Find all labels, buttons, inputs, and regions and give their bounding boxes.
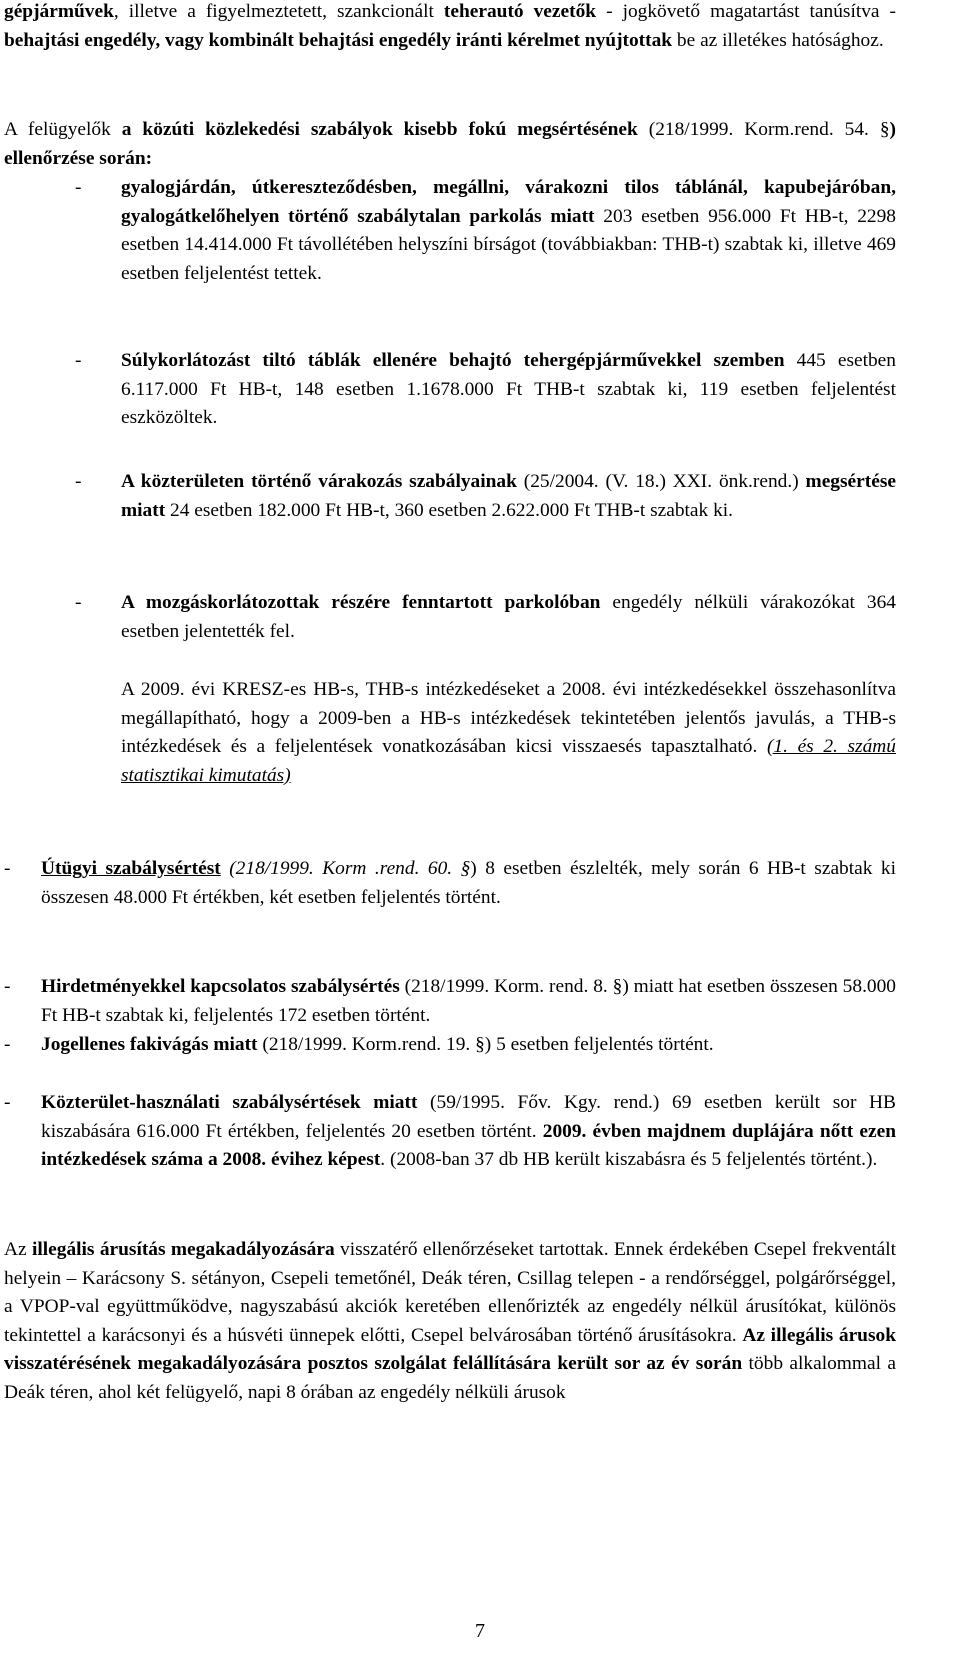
text-bold: a közúti közlekedési szabályok kisebb fokú megsértésének (121, 119, 638, 140)
text: (218/1999. Korm.rend. 54. § (637, 119, 890, 140)
text-bold: 2009. évben majdnem duplájára nőtt ezen intézkedések száma a 2008. évihez képest (41, 1120, 896, 1170)
text-bold: megsértése miatt (121, 471, 896, 521)
text: több alkalommal a Deák téren, ahol két felügyelő, napi 8 órában az engedély nélküli árusok (4, 1353, 896, 1403)
bullet-dash: - (75, 471, 82, 492)
paragraph-inspectors (4, 116, 896, 173)
bullet-item-illegal-tree-felling (41, 1031, 896, 1060)
text: (218/1999. Korm.rend. 19. §) 5 esetben feljelentés történt. (257, 1034, 714, 1055)
text: 445 esetben 6.117.000 Ft HB-t, 148 esetben 1.1678.000 Ft THB-t szabtak ki, 119 esetben feljelentést eszközöltek. (121, 350, 896, 428)
text-bold: Hirdetményekkel kapcsolatos szabálysértés (41, 976, 400, 997)
text: visszatérő ellenőrzéseket tartottak. Ennek érdekében Csepel frekventált helyein – Karácsony S. sétányon, Csepeli temetőnél, Deák téren, Csillag telepen - a rendőrséggel, polgárőrséggel, a VPOP-val együttműködve, nagyszabású akciók keretében ellenőrizték az engedély nélkül árusítókat, különös tekintettel a karácsonyi és a húsvéti ünnepek előtti, Csepel belvárosában történő árusításokra. (4, 1239, 897, 1346)
paragraph-illegal-vending (4, 1236, 896, 1407)
text-bold: Közterület-használati szabálysértések miatt (41, 1092, 418, 1113)
text (221, 858, 229, 879)
text: . (2008-ban 37 db HB került kiszabásra és 5 feljelentés történt.). (380, 1149, 878, 1170)
text-bold-underlined: Útügyi szabálysértést (41, 858, 221, 879)
bullet-dash: - (75, 592, 82, 613)
text-bold: gyalogjárdán, útkereszteződésben, megállni, várakozni tilos táblánál, kapubejáróban, gyalogátkelőhelyen történő szabálytalan parkolás miatt (121, 177, 896, 227)
text-bold: A mozgáskorlátozottak részére fenntartott parkolóban (121, 592, 601, 613)
text: (59/1995. Főv. Kgy. rend.) 69 esetben került sor HB kiszabására 616.000 Ft értékben, feljelentés 20 esetben történt. (41, 1092, 896, 1142)
text-bold: gépjárművek (4, 1, 114, 22)
text: , illetve a figyelmeztetett, szankcionált (113, 1, 444, 22)
text: 203 esetben 956.000 Ft HB-t, 2298 esetben 14.414.000 Ft távollétében helyszíni bírságot (továbbiakban: THB-t) szabtak ki, illetve 469 esetben feljelentést tettek. (121, 205, 896, 284)
text-italic: (218/1999. Korm .rend. 60. § (229, 858, 471, 879)
text: be az illetékes hatósághoz. (672, 29, 884, 51)
text: (25/2004. (V. 18.) XXI. önk.rend.) (516, 471, 806, 492)
bullet-dash: - (75, 350, 82, 371)
bullet-dash: - (4, 976, 11, 997)
text: (218/1999. Korm. rend. 8. §) miatt hat esetben összesen 58.000 Ft HB-t szabtak ki, feljelentés 172 esetben történt. (41, 976, 897, 1026)
text: engedély nélküli várakozókat 364 esetben jelentették fel. (121, 592, 896, 642)
text-bold: Jogellenes fakivágás miatt (41, 1034, 258, 1055)
text-bold: Az illegális árusok visszatérésének megakadályozására posztos szolgálat felállítására került sor az év során (4, 1324, 896, 1374)
text: Az (4, 1239, 32, 1260)
bullet-item-public-parking (121, 468, 896, 525)
text-bold: behajtási engedély, vagy kombinált behajtási engedély iránti kérelmet nyújtottak (4, 29, 673, 51)
text-bold: A közterületen történő várakozás szabályainak (121, 471, 517, 492)
bullet-dash: - (75, 177, 82, 198)
bullet-item-advertisement-offence (41, 973, 896, 1030)
text: - jogkövető magatartást tanúsítva - (596, 1, 896, 22)
paragraph-comparison (121, 676, 896, 790)
text: A 2009. évi KRESZ-es HB-s, THB-s intézkedéseket a 2008. évi intézkedésekkel összehasonlítva megállapítható, hogy a 2009-ben a HB-s intézkedések tekintetében jelentős javulás, a THB-s intézkedések és a feljelentések vonatkozásában kicsi visszaesés tapasztalható. (121, 679, 896, 757)
bullet-dash: - (4, 1092, 11, 1113)
text: A felügyelők (4, 119, 122, 140)
bullet-item-road-offence (41, 855, 896, 912)
bullet-item-weight-limit (121, 347, 896, 433)
text-bold: ) ellenőrzése során: (4, 119, 896, 169)
bullet-item-public-space-use (41, 1089, 896, 1175)
bullet-dash: - (4, 858, 11, 879)
bullet-item-disabled-parking (121, 589, 896, 646)
page-number: 7 (475, 1620, 485, 1642)
text: ) 8 esetben észlelték, mely során 6 HB-t szabtak ki összesen 48.000 Ft értékben, két esetben feljelentés történt. (41, 858, 896, 908)
text-bold: Súlykorlátozást tiltó táblák ellenére behajtó tehergépjárművekkel szemben (121, 350, 785, 371)
text: 24 esetben 182.000 Ft HB-t, 360 esetben 2.622.000 Ft THB-t szabtak ki. (165, 499, 733, 521)
text-bold: illegális árusítás megakadályozására (31, 1239, 335, 1260)
bullet-item-sidewalk-parking (121, 174, 896, 288)
bullet-dash: - (4, 1034, 11, 1055)
text-italic-underlined: (1. és 2. számú statisztikai kimutatás) (121, 736, 896, 786)
paragraph-intro (4, 0, 896, 55)
text-bold: teherautó vezetők (443, 1, 597, 22)
